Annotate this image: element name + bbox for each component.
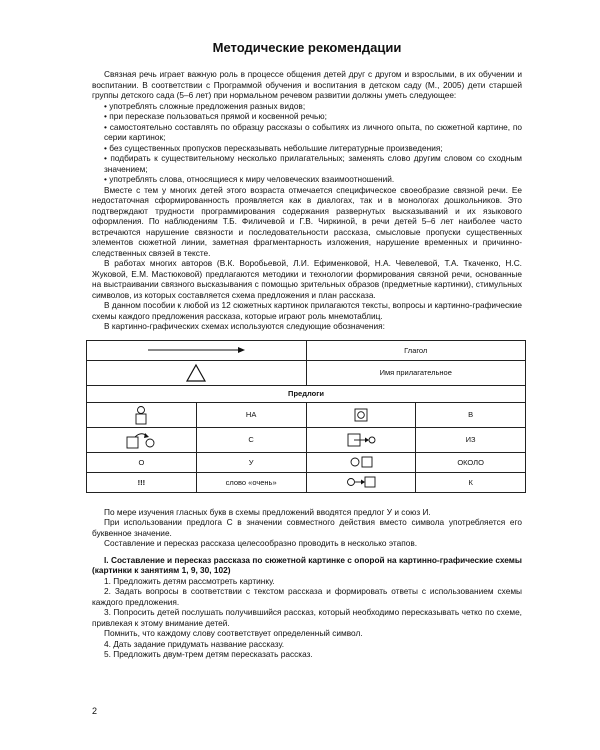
arrow-to-square-icon (346, 476, 376, 488)
okolo-label: ОКОЛО (416, 452, 526, 472)
body-paragraph: В работах многих авторов (В.К. Воробьевой, Л.И. Ефименковой, Н.А. Чевелевой, Т.А. Ткаченко, Н.С. Жуковой, Е.М. Мастюковой) предлагаются методики и технологии формирования связной речи, основанные на выстраивании связного высказывания с помощью зрительных образов (предметные картинки), стимульных символов, из которых составляется схема предложения и план рассказа. (92, 258, 522, 300)
table-row (87, 360, 526, 385)
page-number: 2 (92, 706, 98, 716)
v-symbol-cell (306, 402, 416, 427)
bullet-item: • самостоятельно составлять по образцу рассказы о событиях из личного опыта, по сюжетной картине, по серии картинок; (104, 121, 522, 142)
body-paragraph: Вместе с тем у многих детей этого возраста отмечается специфическое своеобразие связной речи. Ее недостаточная сформированность проявляется как в диалогах, так и в монологах дошкольников. Это подтверждают трудности программирования содержания развернутых высказываний и их языкового оформления. По наблюдениям Т.Б. Филичевой и Г.В. Чиркиной, в речи детей 5–6 лет наиболее часто встречаются нарушение связности и последовательности рассказа, смысловые пропуски существенных элементов сюжетной линии, заметная фрагментарность изложения, нарушение временных и причинно-следственных связей в тексте. (92, 184, 522, 258)
bullet-item: • без существенных пропусков пересказывать небольшие литературные произведения; (104, 142, 443, 153)
step-item: Помнить, что каждому слову соответствует определенный символ. (104, 628, 363, 638)
v-label: В (416, 402, 526, 427)
ochen-label: слово «очень» (196, 472, 306, 492)
triangle-symbol-cell (87, 360, 307, 385)
bullet-item: • употреблять сложные предложения разных видов; (104, 100, 306, 111)
bullet-item: • при пересказе пользоваться прямой и косвенной речью; (104, 111, 327, 121)
body-paragraph: В данном пособии к любой из 12 сюжетных картинок прилагаются тексты, вопросы и картинно-графические схемы каждого предложения рассказа, которые играют роль мнемотаблиц. (92, 300, 522, 321)
body-paragraph: В картинно-графических схемах используются следующие обозначения: (104, 321, 385, 331)
circle-on-square-icon (133, 405, 149, 425)
table-row (87, 340, 526, 360)
s-label: С (196, 427, 306, 452)
step-item: 5. Предложить двум-трем детям пересказать рассказ. (104, 649, 313, 659)
arrow-right-icon (146, 345, 246, 355)
body-paragraph: Составление и пересказ рассказа целесообразно проводить в несколько этапов. (104, 538, 418, 548)
bullet-item: • употреблять слова, относящиеся к миру человеческих взаимоотношений. (104, 174, 395, 184)
table-row (87, 452, 526, 472)
step-item: 3. Попросить детей послушать получившийся рассказ, который необходимо пересказывать четко по схеме, привлекая к этому внимание детей. (92, 607, 522, 628)
k-symbol-cell (306, 472, 416, 492)
table-row (87, 385, 526, 402)
arrow-out-of-square-icon (346, 433, 376, 447)
circle-symbol: O (87, 452, 197, 472)
iz-symbol-cell (306, 427, 416, 452)
verb-label: Глагол (306, 340, 526, 360)
s-symbol-cell (87, 427, 197, 452)
okolo-symbol-cell (306, 452, 416, 472)
na-symbol-cell (87, 402, 197, 427)
table-row (87, 427, 526, 452)
step-item: 4. Дать задание придумать название рассказу. (104, 638, 285, 649)
circle-near-square-icon (348, 456, 374, 468)
k-label: К (416, 472, 526, 492)
na-label: НА (196, 402, 306, 427)
body-paragraph: По мере изучения гласных букв в схемы предложений вводятся предлог У и союз И. (104, 506, 431, 517)
bullet-item: • подбирать к существительному несколько прилагательных; заменять слово другим словом со сходным значением; (104, 153, 522, 174)
prepositions-header: Предлоги (87, 385, 526, 402)
document-page (92, 40, 522, 660)
triangle-icon (185, 363, 207, 383)
table-row (87, 402, 526, 427)
circle-in-square-icon (354, 408, 368, 422)
arrow-symbol-cell (87, 340, 307, 360)
excl-symbol: !!! (87, 472, 197, 492)
circle-from-square-icon (125, 430, 157, 450)
symbols-legend-table (86, 340, 526, 493)
u-label: У (196, 452, 306, 472)
table-row (87, 472, 526, 492)
step-item: 2. Задать вопросы в соответствии с текстом рассказа и формировать ответы с использованием схемы каждого предложения. (92, 586, 522, 607)
adjective-label: Имя прилагательное (306, 360, 526, 385)
section-title: I. Составление и пересказ рассказа по сюжетной картинке с опорой на картинно-графические схемы (картинки к занятиям 1, 9, 30, 102) (92, 554, 522, 575)
intro-paragraph: Связная речь играет важную роль в процессе общения детей друг с другом и взрослыми, в их обучении и воспитании. В соответствии с Программой обучения и воспитания в детском саду (М., 2005) дети старшей группы детского сада (5–6 лет) при нормальном речевом развитии должны уметь следующее: (92, 69, 522, 100)
iz-label: ИЗ (416, 427, 526, 452)
body-paragraph: При использовании предлога С в значении совместного действия вместо символа употребляется его буквенное значение. (92, 517, 522, 538)
step-item: 1. Предложить детям рассмотреть картинку. (104, 575, 275, 586)
page-title: Методические рекомендации (212, 40, 402, 55)
